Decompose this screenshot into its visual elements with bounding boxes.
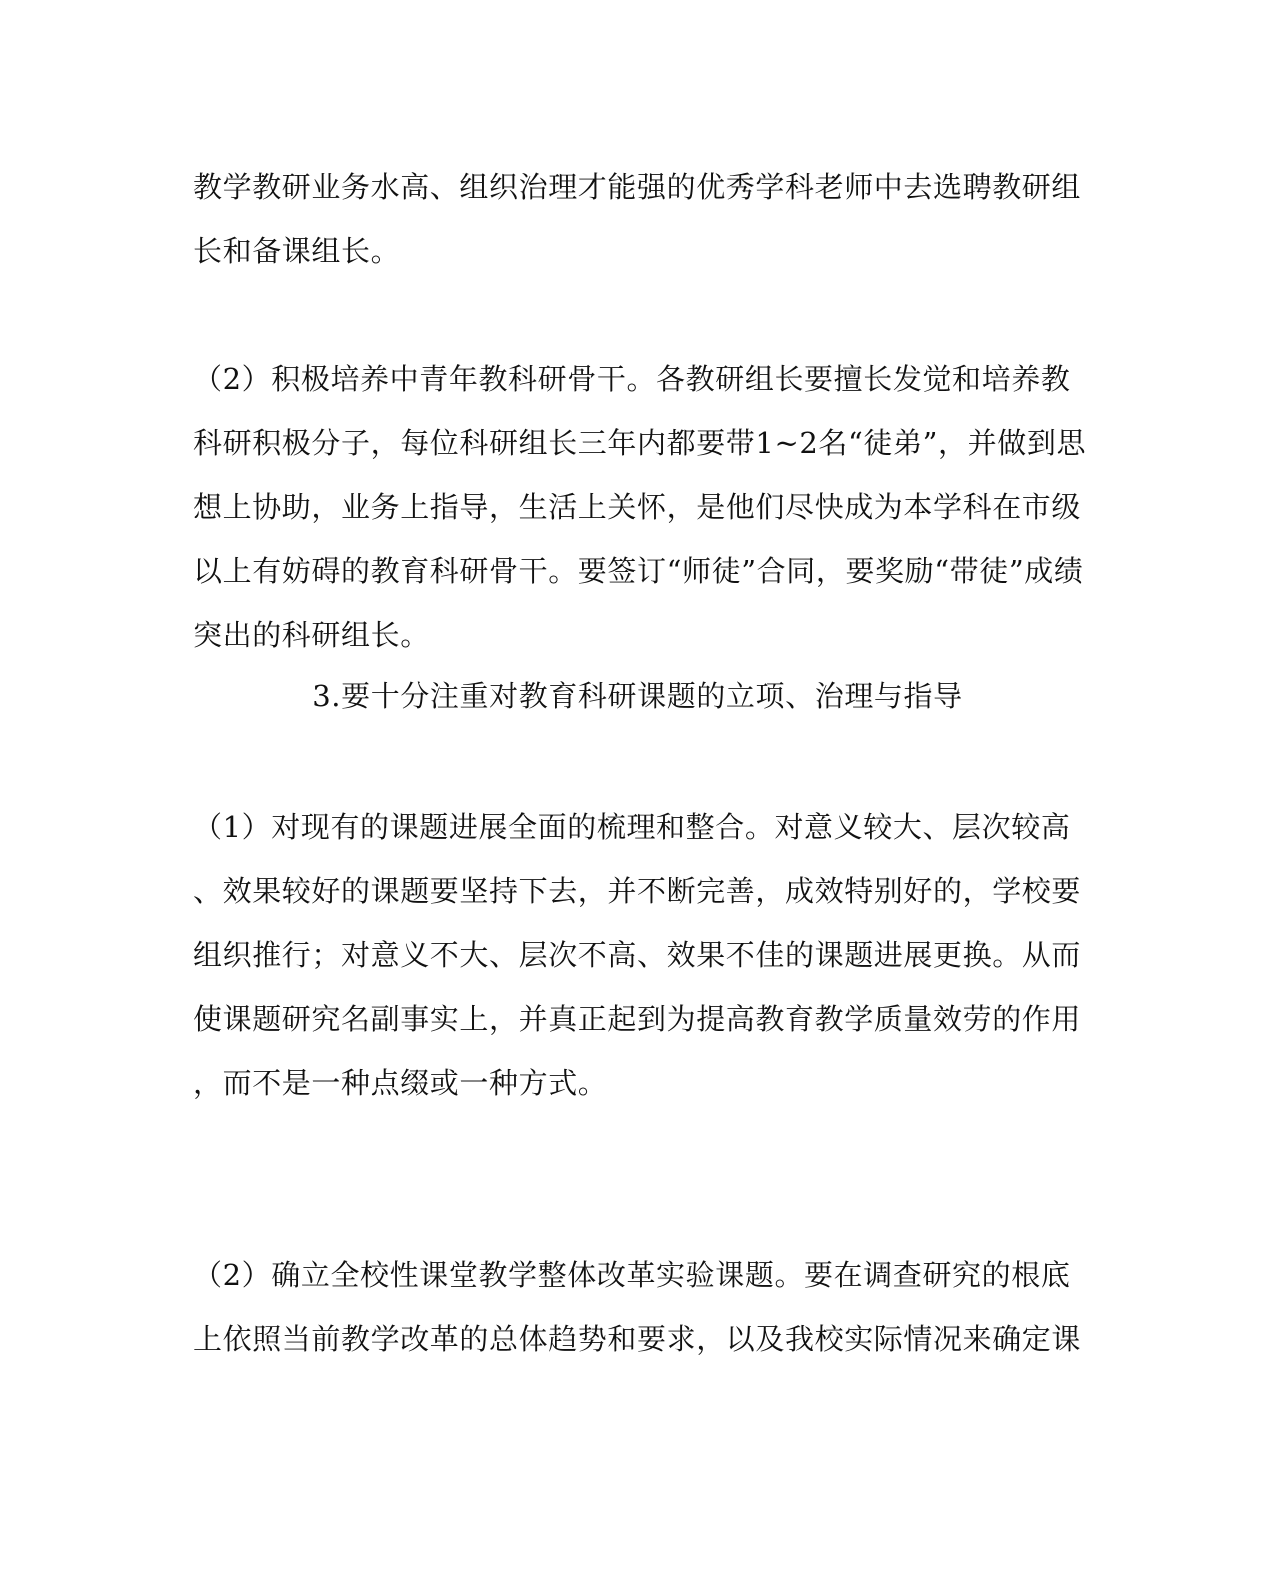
para3-line-1: （1）对现有的课题进展全面的梳理和整合。对意义较大、层次较高	[193, 810, 1071, 844]
para2-line-4: 以上有妨碍的教育科研骨干。要签订“师徒”合同，要奖励“带徒”成绩	[193, 554, 1084, 588]
para3-line-4: 使课题研究名副事实上，并真正起到为提高教育教学质量效劳的作用	[193, 1002, 1082, 1036]
para3-line-2: 、效果较好的课题要坚持下去，并不断完善，成效特别好的，学校要	[193, 874, 1082, 908]
para4-line-2: 上依照当前教学改革的总体趋势和要求，以及我校实际情况来确定课	[193, 1322, 1082, 1356]
para2-line-5: 突出的科研组长。	[193, 618, 430, 652]
para3-line-5: ，而不是一种点缀或一种方式。	[193, 1066, 608, 1100]
para2-line-3: 想上协助，业务上指导，生活上关怀，是他们尽快成为本学科在市级	[193, 490, 1082, 524]
para2-line-2: 科研积极分子，每位科研组长三年内都要带1~2名“徒弟”，并做到思	[193, 426, 1087, 460]
para1-line-1: 教学教研业务水高、组织治理才能强的优秀学科老师中去选聘教研组	[193, 170, 1082, 204]
para4-line-1: （2）确立全校性课堂教学整体改革实验课题。要在调查研究的根底	[193, 1258, 1071, 1292]
para2-line-1: （2）积极培养中青年教科研骨干。各教研组长要擅长发觉和培养教	[193, 362, 1071, 396]
section-heading: 3.要十分注重对教育科研课题的立项、治理与指导	[312, 679, 963, 713]
para1-line-2: 长和备课组长。	[193, 234, 401, 268]
para3-line-3: 组织推行；对意义不大、层次不高、效果不佳的课题进展更换。从而	[193, 938, 1082, 972]
